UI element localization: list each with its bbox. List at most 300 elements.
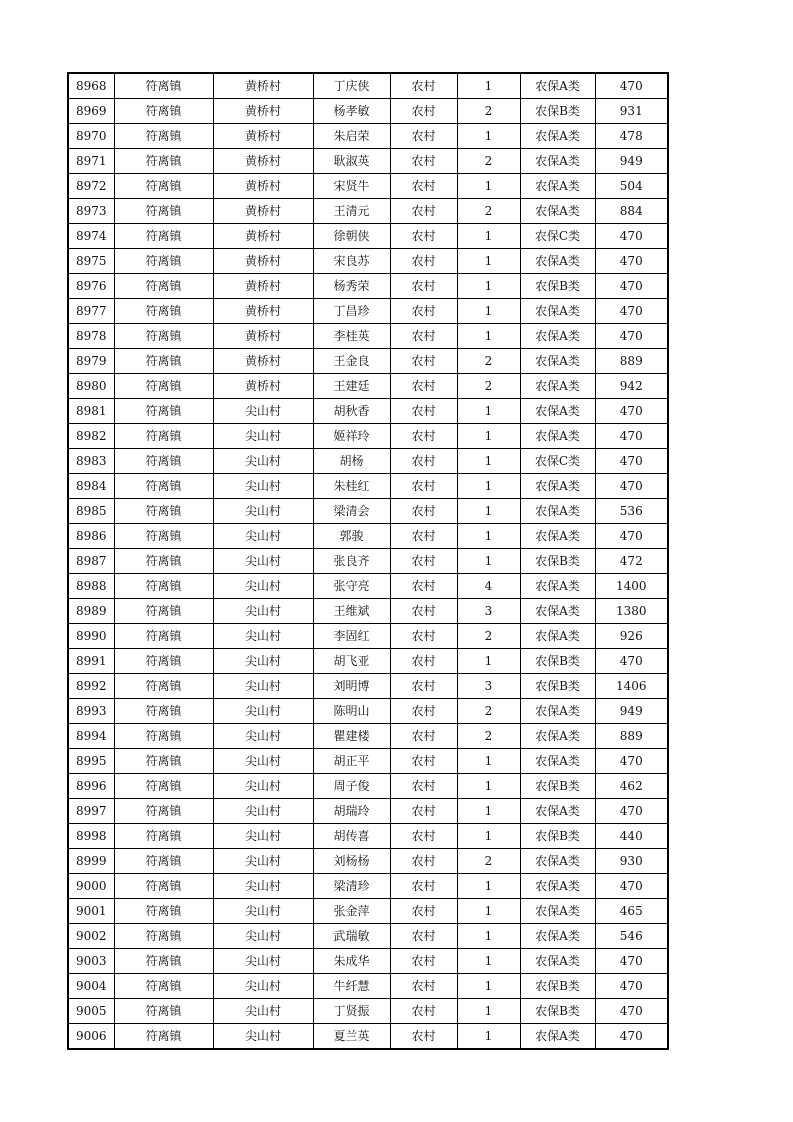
- village-cell: 尖山村: [213, 449, 313, 474]
- name-cell: 丁昌珍: [313, 299, 390, 324]
- household-type-cell: 农村: [390, 524, 457, 549]
- name-cell: 胡瑞玲: [313, 799, 390, 824]
- table-row: [68, 1024, 668, 1050]
- amount-cell: 931: [595, 99, 668, 124]
- amount-cell: 949: [595, 149, 668, 174]
- member-count-cell: 1: [457, 549, 520, 574]
- insurance-category-cell: 农保B类: [520, 999, 595, 1024]
- member-count-cell: 2: [457, 199, 520, 224]
- village-cell: 黄桥村: [213, 149, 313, 174]
- town-cell: 符离镇: [114, 399, 213, 424]
- name-cell: 牛纤慧: [313, 974, 390, 999]
- row-number-cell: 9002: [68, 924, 114, 949]
- member-count-cell: 1: [457, 324, 520, 349]
- row-number-cell: 8999: [68, 849, 114, 874]
- insurance-category-cell: 农保A类: [520, 1024, 595, 1050]
- name-cell: 杨秀荣: [313, 274, 390, 299]
- row-number-cell: 8983: [68, 449, 114, 474]
- village-cell: 黄桥村: [213, 124, 313, 149]
- member-count-cell: 1: [457, 124, 520, 149]
- name-cell: 胡传喜: [313, 824, 390, 849]
- household-type-cell: 农村: [390, 324, 457, 349]
- insurance-category-cell: 农保B类: [520, 649, 595, 674]
- name-cell: 李固红: [313, 624, 390, 649]
- row-number-cell: 8994: [68, 724, 114, 749]
- household-type-cell: 农村: [390, 924, 457, 949]
- town-cell: 符离镇: [114, 349, 213, 374]
- household-type-cell: 农村: [390, 424, 457, 449]
- town-cell: 符离镇: [114, 549, 213, 574]
- household-type-cell: 农村: [390, 224, 457, 249]
- row-number-cell: 8975: [68, 249, 114, 274]
- name-cell: 夏兰英: [313, 1024, 390, 1050]
- name-cell: 瞿建楼: [313, 724, 390, 749]
- insurance-category-cell: 农保A类: [520, 949, 595, 974]
- village-cell: 尖山村: [213, 524, 313, 549]
- row-number-cell: 8996: [68, 774, 114, 799]
- town-cell: 符离镇: [114, 749, 213, 774]
- table-row: [68, 174, 668, 199]
- row-number-cell: 8995: [68, 749, 114, 774]
- insurance-category-cell: 农保A类: [520, 624, 595, 649]
- town-cell: 符离镇: [114, 949, 213, 974]
- household-type-cell: 农村: [390, 949, 457, 974]
- amount-cell: 470: [595, 524, 668, 549]
- name-cell: 张守亮: [313, 574, 390, 599]
- insurance-category-cell: 农保A类: [520, 899, 595, 924]
- town-cell: 符离镇: [114, 624, 213, 649]
- insurance-category-cell: 农保B类: [520, 274, 595, 299]
- table-row: [68, 849, 668, 874]
- insurance-category-cell: 农保A类: [520, 149, 595, 174]
- member-count-cell: 1: [457, 449, 520, 474]
- amount-cell: 465: [595, 899, 668, 924]
- household-type-cell: 农村: [390, 474, 457, 499]
- table-row: [68, 249, 668, 274]
- village-cell: 黄桥村: [213, 249, 313, 274]
- insurance-category-cell: 农保A类: [520, 424, 595, 449]
- name-cell: 张良齐: [313, 549, 390, 574]
- table-row: [68, 474, 668, 499]
- insurance-category-cell: 农保A类: [520, 349, 595, 374]
- member-count-cell: 1: [457, 399, 520, 424]
- table-row: [68, 449, 668, 474]
- amount-cell: 470: [595, 249, 668, 274]
- town-cell: 符离镇: [114, 99, 213, 124]
- village-cell: 尖山村: [213, 599, 313, 624]
- name-cell: 胡秋香: [313, 399, 390, 424]
- village-cell: 尖山村: [213, 724, 313, 749]
- name-cell: 陈明山: [313, 699, 390, 724]
- row-number-cell: 8974: [68, 224, 114, 249]
- row-number-cell: 8977: [68, 299, 114, 324]
- insurance-category-cell: 农保B类: [520, 674, 595, 699]
- member-count-cell: 1: [457, 824, 520, 849]
- town-cell: 符离镇: [114, 424, 213, 449]
- town-cell: 符离镇: [114, 299, 213, 324]
- row-number-cell: 8973: [68, 199, 114, 224]
- village-cell: 黄桥村: [213, 224, 313, 249]
- table-row: [68, 699, 668, 724]
- name-cell: 胡飞亚: [313, 649, 390, 674]
- amount-cell: 1406: [595, 674, 668, 699]
- household-type-cell: 农村: [390, 174, 457, 199]
- village-cell: 尖山村: [213, 849, 313, 874]
- insurance-category-cell: 农保B类: [520, 774, 595, 799]
- name-cell: 王金良: [313, 349, 390, 374]
- table-row: [68, 649, 668, 674]
- member-count-cell: 2: [457, 349, 520, 374]
- member-count-cell: 2: [457, 374, 520, 399]
- household-type-cell: 农村: [390, 699, 457, 724]
- row-number-cell: 8998: [68, 824, 114, 849]
- name-cell: 郭骏: [313, 524, 390, 549]
- table-row: [68, 149, 668, 174]
- amount-cell: 949: [595, 699, 668, 724]
- household-type-cell: 农村: [390, 124, 457, 149]
- village-cell: 尖山村: [213, 749, 313, 774]
- town-cell: 符离镇: [114, 574, 213, 599]
- household-type-cell: 农村: [390, 374, 457, 399]
- town-cell: 符离镇: [114, 249, 213, 274]
- table-row: [68, 349, 668, 374]
- table-row: [68, 624, 668, 649]
- row-number-cell: 8969: [68, 99, 114, 124]
- household-type-cell: 农村: [390, 974, 457, 999]
- table-row: [68, 73, 668, 99]
- village-cell: 黄桥村: [213, 73, 313, 99]
- name-cell: 王清元: [313, 199, 390, 224]
- member-count-cell: 1: [457, 799, 520, 824]
- member-count-cell: 1: [457, 924, 520, 949]
- household-type-cell: 农村: [390, 99, 457, 124]
- member-count-cell: 1: [457, 249, 520, 274]
- table-row: [68, 224, 668, 249]
- member-count-cell: 2: [457, 624, 520, 649]
- household-type-cell: 农村: [390, 774, 457, 799]
- town-cell: 符离镇: [114, 174, 213, 199]
- row-number-cell: 8985: [68, 499, 114, 524]
- amount-cell: 470: [595, 649, 668, 674]
- amount-cell: 470: [595, 974, 668, 999]
- village-cell: 尖山村: [213, 774, 313, 799]
- village-cell: 尖山村: [213, 924, 313, 949]
- town-cell: 符离镇: [114, 674, 213, 699]
- table-row: [68, 999, 668, 1024]
- name-cell: 朱成华: [313, 949, 390, 974]
- name-cell: 胡正平: [313, 749, 390, 774]
- village-cell: 尖山村: [213, 974, 313, 999]
- town-cell: 符离镇: [114, 924, 213, 949]
- village-cell: 黄桥村: [213, 174, 313, 199]
- household-type-cell: 农村: [390, 299, 457, 324]
- row-number-cell: 8971: [68, 149, 114, 174]
- table-row: [68, 949, 668, 974]
- household-type-cell: 农村: [390, 574, 457, 599]
- town-cell: 符离镇: [114, 1024, 213, 1050]
- village-cell: 尖山村: [213, 499, 313, 524]
- table-row: [68, 799, 668, 824]
- amount-cell: 470: [595, 999, 668, 1024]
- member-count-cell: 2: [457, 699, 520, 724]
- town-cell: 符离镇: [114, 324, 213, 349]
- member-count-cell: 1: [457, 874, 520, 899]
- household-type-cell: 农村: [390, 799, 457, 824]
- amount-cell: 942: [595, 374, 668, 399]
- amount-cell: 470: [595, 874, 668, 899]
- table-row: [68, 724, 668, 749]
- village-cell: 尖山村: [213, 549, 313, 574]
- household-type-cell: 农村: [390, 73, 457, 99]
- name-cell: 耿淑英: [313, 149, 390, 174]
- insurance-category-cell: 农保A类: [520, 849, 595, 874]
- village-cell: 黄桥村: [213, 374, 313, 399]
- town-cell: 符离镇: [114, 824, 213, 849]
- member-count-cell: 2: [457, 99, 520, 124]
- insurance-category-cell: 农保A类: [520, 399, 595, 424]
- household-type-cell: 农村: [390, 199, 457, 224]
- village-cell: 尖山村: [213, 824, 313, 849]
- insurance-category-cell: 农保A类: [520, 199, 595, 224]
- row-number-cell: 8981: [68, 399, 114, 424]
- table-row: [68, 324, 668, 349]
- member-count-cell: 1: [457, 649, 520, 674]
- member-count-cell: 1: [457, 974, 520, 999]
- row-number-cell: 9000: [68, 874, 114, 899]
- amount-cell: 889: [595, 349, 668, 374]
- row-number-cell: 8970: [68, 124, 114, 149]
- row-number-cell: 8986: [68, 524, 114, 549]
- amount-cell: 470: [595, 424, 668, 449]
- insurance-category-cell: 农保A类: [520, 374, 595, 399]
- village-cell: 尖山村: [213, 899, 313, 924]
- row-number-cell: 8980: [68, 374, 114, 399]
- name-cell: 梁清珍: [313, 874, 390, 899]
- household-type-cell: 农村: [390, 274, 457, 299]
- member-count-cell: 1: [457, 1024, 520, 1050]
- member-count-cell: 1: [457, 524, 520, 549]
- insurance-category-cell: 农保A类: [520, 799, 595, 824]
- member-count-cell: 1: [457, 749, 520, 774]
- row-number-cell: 8984: [68, 474, 114, 499]
- name-cell: 朱启荣: [313, 124, 390, 149]
- household-type-cell: 农村: [390, 1024, 457, 1050]
- table-row: [68, 574, 668, 599]
- row-number-cell: 8997: [68, 799, 114, 824]
- amount-cell: 1380: [595, 599, 668, 624]
- table-row: [68, 824, 668, 849]
- household-type-cell: 农村: [390, 899, 457, 924]
- village-cell: 尖山村: [213, 699, 313, 724]
- row-number-cell: 9006: [68, 1024, 114, 1050]
- amount-cell: 470: [595, 399, 668, 424]
- town-cell: 符离镇: [114, 899, 213, 924]
- amount-cell: 472: [595, 549, 668, 574]
- household-type-cell: 农村: [390, 449, 457, 474]
- table-row: [68, 974, 668, 999]
- village-cell: 黄桥村: [213, 299, 313, 324]
- insurance-category-cell: 农保A类: [520, 73, 595, 99]
- table-row: [68, 674, 668, 699]
- name-cell: 朱桂红: [313, 474, 390, 499]
- member-count-cell: 2: [457, 849, 520, 874]
- household-type-cell: 农村: [390, 849, 457, 874]
- member-count-cell: 1: [457, 774, 520, 799]
- insurance-category-cell: 农保C类: [520, 224, 595, 249]
- village-cell: 尖山村: [213, 574, 313, 599]
- town-cell: 符离镇: [114, 449, 213, 474]
- insurance-category-cell: 农保A类: [520, 524, 595, 549]
- name-cell: 王建廷: [313, 374, 390, 399]
- town-cell: 符离镇: [114, 224, 213, 249]
- town-cell: 符离镇: [114, 724, 213, 749]
- name-cell: 周子俊: [313, 774, 390, 799]
- member-count-cell: 1: [457, 499, 520, 524]
- member-count-cell: 1: [457, 274, 520, 299]
- insurance-category-cell: 农保A类: [520, 724, 595, 749]
- town-cell: 符离镇: [114, 649, 213, 674]
- amount-cell: 504: [595, 174, 668, 199]
- town-cell: 符离镇: [114, 699, 213, 724]
- member-count-cell: 3: [457, 599, 520, 624]
- member-count-cell: 2: [457, 724, 520, 749]
- town-cell: 符离镇: [114, 73, 213, 99]
- name-cell: 梁清会: [313, 499, 390, 524]
- name-cell: 徐朝侠: [313, 224, 390, 249]
- table-row: [68, 774, 668, 799]
- amount-cell: 470: [595, 474, 668, 499]
- table-row: [68, 99, 668, 124]
- row-number-cell: 8982: [68, 424, 114, 449]
- village-cell: 尖山村: [213, 1024, 313, 1050]
- town-cell: 符离镇: [114, 474, 213, 499]
- row-number-cell: 8979: [68, 349, 114, 374]
- town-cell: 符离镇: [114, 149, 213, 174]
- insurance-category-cell: 农保A类: [520, 599, 595, 624]
- table-row: [68, 749, 668, 774]
- household-type-cell: 农村: [390, 499, 457, 524]
- name-cell: 胡杨: [313, 449, 390, 474]
- village-cell: 尖山村: [213, 649, 313, 674]
- member-count-cell: 3: [457, 674, 520, 699]
- name-cell: 丁贤振: [313, 999, 390, 1024]
- table-row: [68, 549, 668, 574]
- table-row: [68, 274, 668, 299]
- town-cell: 符离镇: [114, 999, 213, 1024]
- household-type-cell: 农村: [390, 624, 457, 649]
- row-number-cell: 8990: [68, 624, 114, 649]
- household-type-cell: 农村: [390, 724, 457, 749]
- household-type-cell: 农村: [390, 999, 457, 1024]
- row-number-cell: 8993: [68, 699, 114, 724]
- member-count-cell: 1: [457, 899, 520, 924]
- insurance-category-cell: 农保A类: [520, 699, 595, 724]
- member-count-cell: 1: [457, 174, 520, 199]
- village-cell: 尖山村: [213, 474, 313, 499]
- table-row: [68, 424, 668, 449]
- table-body: [68, 73, 668, 1049]
- village-cell: 尖山村: [213, 674, 313, 699]
- member-count-cell: 4: [457, 574, 520, 599]
- member-count-cell: 1: [457, 299, 520, 324]
- village-cell: 尖山村: [213, 424, 313, 449]
- name-cell: 刘明博: [313, 674, 390, 699]
- insurance-category-cell: 农保A类: [520, 174, 595, 199]
- name-cell: 姬祥玲: [313, 424, 390, 449]
- village-cell: 尖山村: [213, 999, 313, 1024]
- name-cell: 刘杨杨: [313, 849, 390, 874]
- town-cell: 符离镇: [114, 124, 213, 149]
- town-cell: 符离镇: [114, 849, 213, 874]
- table-row: [68, 499, 668, 524]
- table-row: [68, 899, 668, 924]
- row-number-cell: 8976: [68, 274, 114, 299]
- name-cell: 张金萍: [313, 899, 390, 924]
- row-number-cell: 8972: [68, 174, 114, 199]
- amount-cell: 536: [595, 499, 668, 524]
- household-type-cell: 农村: [390, 549, 457, 574]
- table-row: [68, 124, 668, 149]
- insurance-category-cell: 农保A类: [520, 324, 595, 349]
- name-cell: 宋贤牛: [313, 174, 390, 199]
- village-cell: 黄桥村: [213, 349, 313, 374]
- member-count-cell: 2: [457, 149, 520, 174]
- insurance-category-cell: 农保A类: [520, 249, 595, 274]
- village-cell: 黄桥村: [213, 324, 313, 349]
- row-number-cell: 8992: [68, 674, 114, 699]
- amount-cell: 930: [595, 849, 668, 874]
- name-cell: 王维斌: [313, 599, 390, 624]
- table-row: [68, 874, 668, 899]
- village-cell: 黄桥村: [213, 274, 313, 299]
- insurance-category-cell: 农保A类: [520, 124, 595, 149]
- amount-cell: 470: [595, 1024, 668, 1050]
- amount-cell: 1400: [595, 574, 668, 599]
- village-cell: 尖山村: [213, 399, 313, 424]
- village-cell: 尖山村: [213, 874, 313, 899]
- village-cell: 黄桥村: [213, 99, 313, 124]
- amount-cell: 470: [595, 324, 668, 349]
- row-number-cell: 9003: [68, 949, 114, 974]
- town-cell: 符离镇: [114, 599, 213, 624]
- name-cell: 李桂英: [313, 324, 390, 349]
- row-number-cell: 9001: [68, 899, 114, 924]
- name-cell: 丁庆侠: [313, 73, 390, 99]
- table-row: [68, 524, 668, 549]
- town-cell: 符离镇: [114, 799, 213, 824]
- row-number-cell: 8989: [68, 599, 114, 624]
- village-cell: 尖山村: [213, 799, 313, 824]
- insurance-category-cell: 农保B类: [520, 824, 595, 849]
- amount-cell: 462: [595, 774, 668, 799]
- row-number-cell: 8988: [68, 574, 114, 599]
- amount-cell: 470: [595, 299, 668, 324]
- table-row: [68, 299, 668, 324]
- amount-cell: 470: [595, 224, 668, 249]
- amount-cell: 470: [595, 799, 668, 824]
- row-number-cell: 9005: [68, 999, 114, 1024]
- table-row: [68, 374, 668, 399]
- insurance-category-cell: 农保A类: [520, 299, 595, 324]
- member-count-cell: 1: [457, 949, 520, 974]
- household-type-cell: 农村: [390, 249, 457, 274]
- town-cell: 符离镇: [114, 524, 213, 549]
- amount-cell: 926: [595, 624, 668, 649]
- household-type-cell: 农村: [390, 749, 457, 774]
- village-cell: 尖山村: [213, 624, 313, 649]
- table-row: [68, 924, 668, 949]
- insurance-category-cell: 农保A类: [520, 924, 595, 949]
